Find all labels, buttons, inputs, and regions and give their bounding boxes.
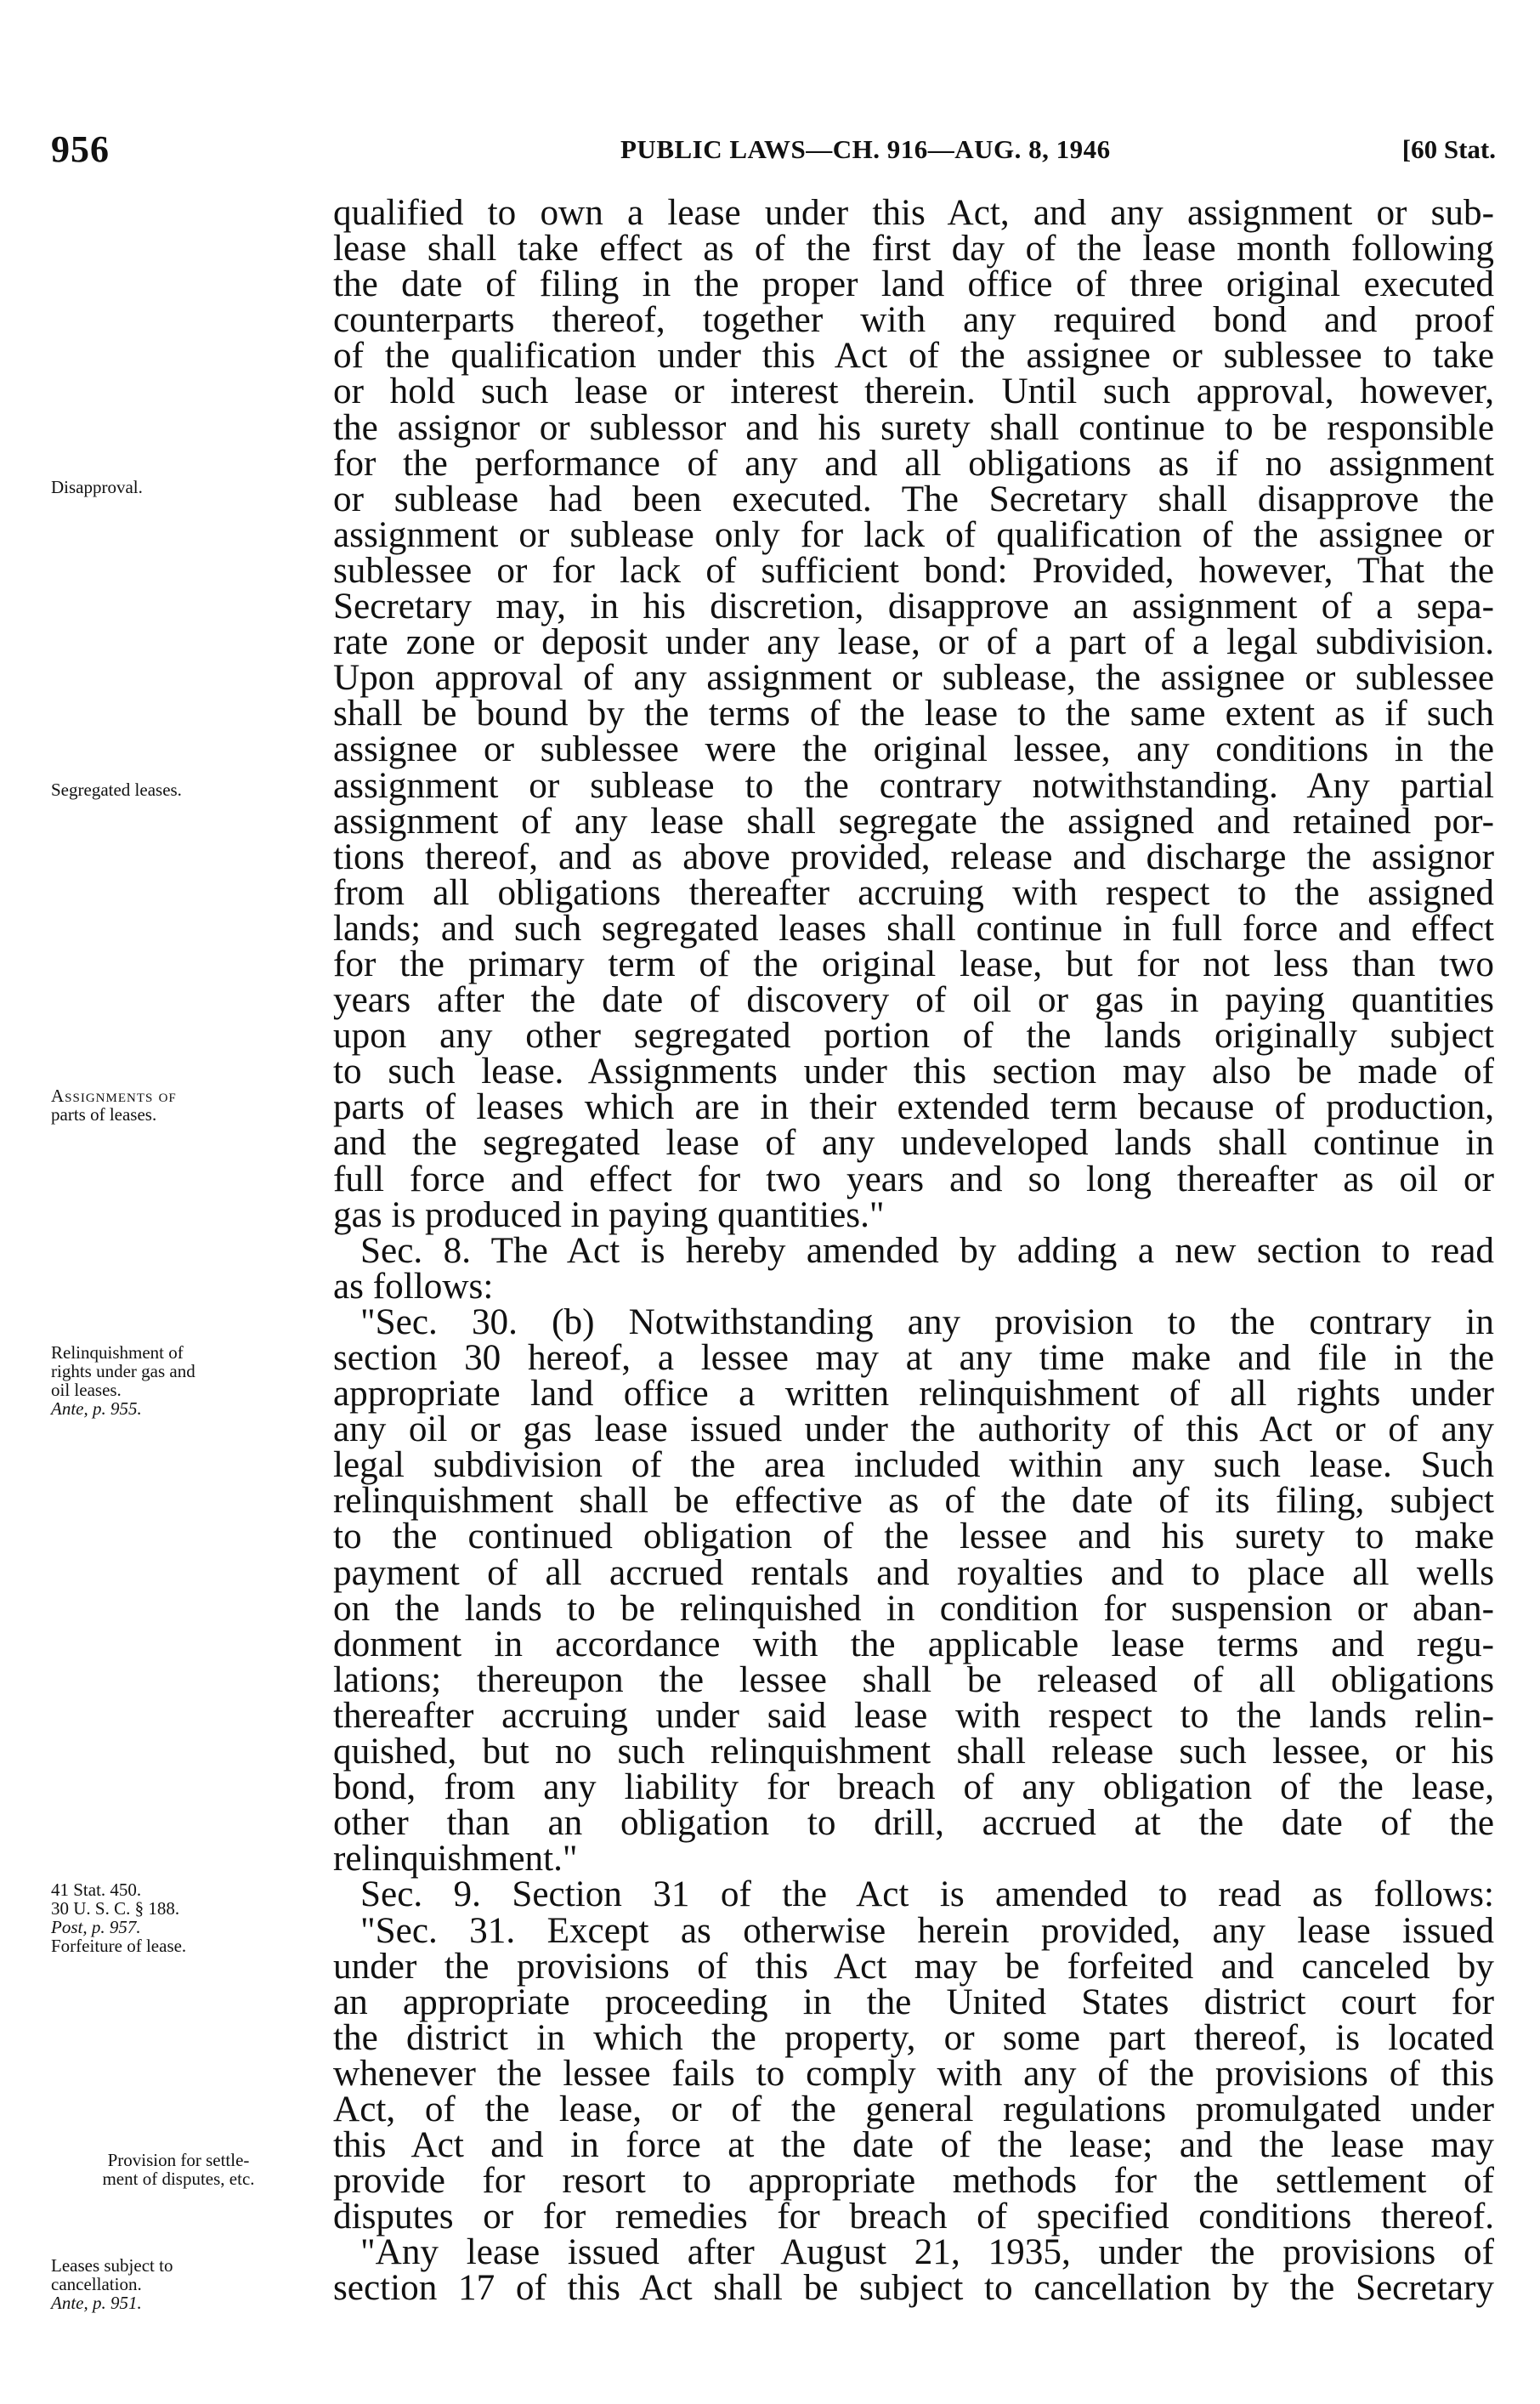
text-line: payment of all accrued rentals and royalties and to place all wells (333, 1552, 1494, 1593)
margin-note-relinquishment: Relinquishment of rights under gas and oil leases. Ante, p. 955. (51, 1342, 195, 1419)
text-line: or hold such lease or interest therein. Until such approval, however, (333, 371, 1494, 412)
text-line: shall be bound by the terms of the lease to the same extent as if such (333, 694, 1494, 734)
section-heading-line: Sec. 9. Section 31 of the Act is amended to read as follows: (360, 1874, 1494, 1915)
section-heading-line: "Sec. 31. Except as otherwise herein provided, any lease issued (360, 1910, 1494, 1951)
text-line: on the lands to be relinquished in condition for suspension or aban- (333, 1588, 1494, 1629)
text-line: assignment of any lease shall segregate the assigned and retained por- (333, 801, 1494, 842)
text-line: thereafter accruing under said lease with respect to the lands relin- (333, 1695, 1494, 1736)
section-heading-line: "Sec. 30. (b) Notwithstanding any provision to the contrary in (360, 1301, 1494, 1342)
text-line: of the qualification under this Act of the assignee or sublessee to take (333, 336, 1494, 377)
text-line: the assignor or sublessor and his surety shall continue to be responsible (333, 407, 1494, 448)
running-head (51, 128, 1496, 170)
running-head-title: PUBLIC LAWS—CH. 916—AUG. 8, 1946 (620, 134, 1111, 164)
text-line: and the segregated lease of any undeveloped lands shall continue in (333, 1123, 1494, 1164)
statute-reference: [60 Stat. (1401, 134, 1496, 164)
text-line: lease shall take effect as of the first day of the lease month following (333, 229, 1494, 269)
text-line: whenever the lessee fails to comply with any of the provisions of this (333, 2053, 1494, 2094)
text-line: or sublease had been executed. The Secretary shall disapprove the (333, 479, 1494, 519)
text-line: section 30 hereof, a lessee may at any time make and file in the (333, 1338, 1494, 1378)
section-heading-line: Sec. 8. The Act is hereby amended by adding a new section to read (360, 1230, 1494, 1271)
text-line: Secretary may, in his discretion, disapprove an assignment of a sepa- (333, 587, 1494, 627)
text-line: quished, but no such relinquishment shall release such lessee, or his (333, 1732, 1494, 1772)
text-line: Upon approval of any assignment or sublease, the assignee or sublessee (333, 658, 1494, 699)
text-line: for the primary term of the original lease, but for not less than two (333, 944, 1494, 984)
text-line: to such lease. Assignments under this section may also be made of (333, 1052, 1494, 1092)
text-line: assignment or sublease to the contrary notwithstanding. Any partial (333, 765, 1494, 806)
margin-note-leases-cancellation: Leases subject to cancellation. Ante, p. 951. (51, 2255, 173, 2313)
text-line: as follows: (333, 1266, 494, 1307)
text-line: years after the date of discovery of oil or gas in paying quantities (333, 980, 1494, 1021)
text-line: appropriate land office a written relinquishment of all rights under (333, 1374, 1494, 1415)
text-line: this Act and in force at the date of the lease; and the lease may (333, 2125, 1494, 2166)
text-line: legal subdivision of the area included within any such lease. Such (333, 1445, 1494, 1486)
text-line: section 17 of this Act shall be subject to cancellation by the Secretary (333, 2268, 1494, 2309)
margin-note-assignments: Assignments of parts of leases. (51, 1086, 177, 1125)
text-line: assignment or sublease only for lack of qualification of the assignee or (333, 514, 1494, 555)
page-number: 956 (51, 128, 110, 170)
margin-note-segregated-leases: Segregated leases. (51, 780, 182, 800)
margin-note-disapproval: Disapproval. (51, 477, 143, 497)
text-line: disputes or for remedies for breach of specified conditions thereof. (333, 2197, 1494, 2237)
text-line: to the continued obligation of the lessee and his surety to make (333, 1517, 1494, 1557)
text-line: for the performance of any and all obligations as if no assignment (333, 443, 1494, 484)
text-line: lations; thereupon the lessee shall be released of all obligations (333, 1659, 1494, 1700)
text-line: donment in accordance with the applicable lease terms and regu- (333, 1624, 1494, 1664)
text-line: the date of filing in the proper land office of three original executed (333, 264, 1494, 305)
text-line: any oil or gas lease issued under the authority of this Act or of any (333, 1409, 1494, 1450)
margin-note-provision-disputes: Provision for settle- ment of disputes, etc. (102, 2150, 255, 2189)
text-line: Act, of the lease, or of the general regulations promulgated under (333, 2089, 1494, 2129)
text-line: gas is produced in paying quantities." (333, 1194, 885, 1235)
text-line: counterparts thereof, together with any required bond and proof (333, 300, 1494, 341)
body-text (333, 193, 1494, 2309)
text-line: assignee or sublessee were the original lessee, any conditions in the (333, 729, 1494, 770)
text-line: parts of leases which are in their extended term because of production, (333, 1087, 1494, 1128)
text-line: relinquishment shall be effective as of the date of its filing, subject (333, 1481, 1494, 1522)
text-line: relinquishment." (333, 1839, 578, 1880)
text-line: the district in which the property, or some part thereof, is located (333, 2017, 1494, 2058)
section-heading-line: "Any lease issued after August 21, 1935, under the provisions of (360, 2232, 1494, 2273)
text-line: qualified to own a lease under this Act, and any assignment or sub- (333, 193, 1494, 233)
text-line: sublessee or for lack of sufficient bond: Provided, however, That the (333, 550, 1494, 591)
text-line: from all obligations thereafter accruing with respect to the assigned (333, 872, 1494, 913)
text-line: lands; and such segregated leases shall continue in full force and effect (333, 908, 1494, 949)
text-line: tions thereof, and as above provided, release and discharge the assignor (333, 836, 1494, 877)
margin-note-citations: 41 Stat. 450. 30 U. S. C. § 188. Post, p. 957. Forfeiture of lease. (51, 1880, 187, 1956)
text-line: bond, from any liability for breach of any obligation of the lease, (333, 1767, 1494, 1808)
text-line: upon any other segregated portion of the lands originally subject (333, 1016, 1494, 1057)
text-line: an appropriate proceeding in the United States district court for (333, 1982, 1494, 2022)
text-line: rate zone or deposit under any lease, or of a part of a legal subdivision. (333, 622, 1494, 663)
text-line: under the provisions of this Act may be forfeited and canceled by (333, 1946, 1494, 1987)
text-line: full force and effect for two years and so long thereafter as oil or (333, 1159, 1494, 1199)
text-line: other than an obligation to drill, accrued at the date of the (333, 1803, 1494, 1844)
text-line: provide for resort to appropriate methods for the settlement of (333, 2161, 1494, 2202)
